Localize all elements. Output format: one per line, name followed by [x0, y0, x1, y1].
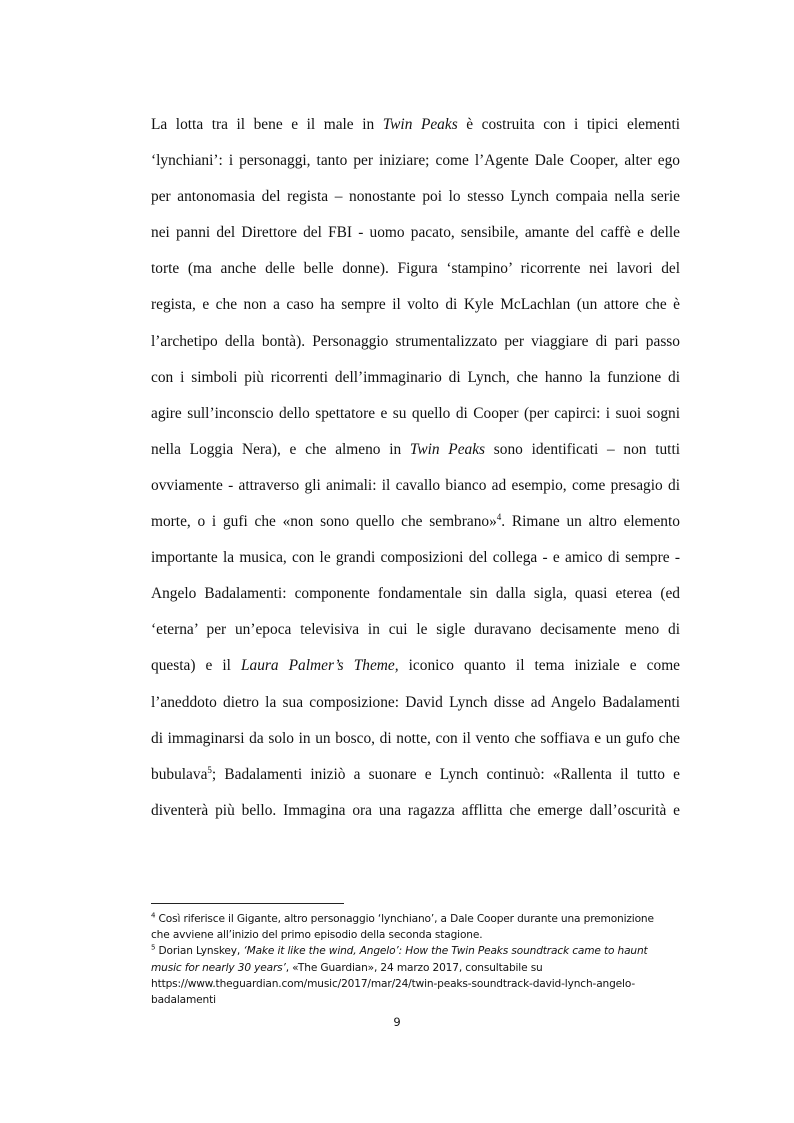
- text-segment: ovviamente - attraverso gli animali: il cavallo bianco ad esempio, come presagio di: [151, 476, 680, 494]
- italic-text: Twin Peaks: [382, 116, 458, 133]
- text-segment: per antonomasia del regista – nonostante poi lo stesso Lynch compaia nella serie: [151, 188, 680, 206]
- text-segment: l’aneddoto dietro la sua composizione: David Lynch disse ad Angelo Badalamenti: [151, 693, 680, 711]
- text-segment: ; Badalamenti iniziò a suonare e Lynch continuò: «Rallenta il tutto e: [211, 765, 680, 783]
- footnotes: [151, 911, 681, 1008]
- text-segment: è costruita con i tipici elementi: [457, 116, 681, 133]
- text-segment: bubulava: [151, 765, 208, 783]
- body-line: [151, 540, 680, 576]
- text-segment: agire sull’inconscio dello spettatore e su quello di Cooper (per capirci: i suoi sogni: [151, 404, 680, 422]
- text-segment: ‘lynchiani’: i personaggi, tanto per iniziare; come l’Agente Dale Cooper, alter ego: [151, 152, 680, 170]
- text-segment: . Rimane un altro elemento: [501, 513, 680, 531]
- text-segment: , «The Guardian», 24 marzo 2017, consultabile su: [285, 961, 543, 974]
- text-segment: nei panni del Direttore del FBI - uomo pacato, sensibile, amante del caffè e delle: [151, 224, 680, 242]
- text-segment: iconico quanto il tema iniziale e come: [398, 657, 681, 675]
- footnote-line: [151, 943, 681, 959]
- body-paragraph: [151, 107, 680, 829]
- body-line: [151, 685, 680, 721]
- text-segment: diventerà più bello. Immagina ora una ragazza afflitta che emerge dall’oscurità e: [151, 801, 680, 819]
- page-number: 9: [393, 1015, 401, 1029]
- footnote-reference: 4: [496, 511, 502, 522]
- footnote-line: [151, 960, 681, 976]
- text-segment: badalamenti: [151, 994, 216, 1007]
- body-line: [151, 251, 680, 287]
- italic-text: ‘Make it like the wind, Angelo’: How the Twin Peaks soundtrack came to haunt: [243, 945, 648, 958]
- body-line: [151, 143, 680, 179]
- body-line: [151, 179, 680, 215]
- footnote-line: [151, 927, 681, 943]
- text-segment: di immaginarsi da solo in un bosco, di notte, con il vento che soffiava e un gufo che: [151, 729, 680, 747]
- body-line: [151, 287, 680, 323]
- text-segment: ‘eterna’ per un’epoca televisiva in cui le sigle duravano decisamente meno di: [151, 621, 680, 639]
- body-line: [151, 757, 680, 793]
- body-line: [151, 468, 680, 504]
- text-segment: sono identificati – non tutti: [485, 440, 681, 458]
- body-line: [151, 215, 680, 251]
- footnote-reference: 5: [207, 764, 212, 775]
- body-line: [151, 432, 680, 468]
- italic-text: Twin Peaks: [409, 440, 486, 458]
- body-line: [151, 324, 680, 360]
- italic-text: music for nearly 30 years’: [151, 961, 286, 974]
- footnote-line: [151, 911, 681, 927]
- text-segment: nella Loggia Nera), e che almeno in: [151, 440, 410, 458]
- text-segment: questa) e il: [151, 657, 241, 675]
- body-line: [151, 648, 680, 684]
- footnote-line: [151, 976, 681, 992]
- text-segment: https://www.theguardian.com/music/2017/mar/24/twin-peaks-soundtrack-david-lynch-angelo-: [151, 977, 636, 990]
- text-segment: Angelo Badalamenti: componente fondamentale sin dalla sigla, quasi eterea (ed: [151, 585, 680, 603]
- body-line: [151, 396, 680, 432]
- text-segment: morte, o i gufi che «non sono quello che sembrano»: [151, 513, 497, 531]
- text-segment: Dorian Lynskey,: [155, 945, 244, 958]
- text-segment: Così riferisce il Gigante, altro personaggio ‘lynchiano’, a Dale Cooper durante una premonizione: [155, 913, 654, 925]
- body-line: [151, 107, 680, 143]
- footnote-reference: 4: [151, 911, 156, 920]
- text-segment: La lotta tra il bene e il male in: [151, 116, 383, 133]
- text-segment: torte (ma anche delle belle donne). Figura ‘stampino’ ricorrente nei lavori del: [151, 260, 680, 278]
- body-line: [151, 360, 680, 396]
- body-line: [151, 576, 680, 612]
- body-line: [151, 793, 680, 829]
- text-segment: importante la musica, con le grandi composizioni del collega - e amico di sempre -: [151, 549, 680, 567]
- body-line: [151, 504, 680, 540]
- text-segment: l’archetipo della bontà). Personaggio strumentalizzato per viaggiare di pari passo: [151, 332, 680, 350]
- text-segment: con i simboli più ricorrenti dell’immaginario di Lynch, che hanno la funzione di: [151, 368, 680, 386]
- body-line: [151, 721, 680, 757]
- text-segment: che avviene all’inizio del primo episodio della seconda stagione.: [151, 929, 483, 942]
- footnote-line: [151, 992, 681, 1008]
- footnote-separator: [151, 903, 344, 904]
- italic-text: Laura Palmer’s Theme,: [240, 657, 399, 675]
- footnote-reference: 5: [151, 943, 156, 952]
- text-segment: regista, e che non a caso ha sempre il volto di Kyle McLachlan (un attore che è: [151, 296, 680, 314]
- body-line: [151, 612, 680, 648]
